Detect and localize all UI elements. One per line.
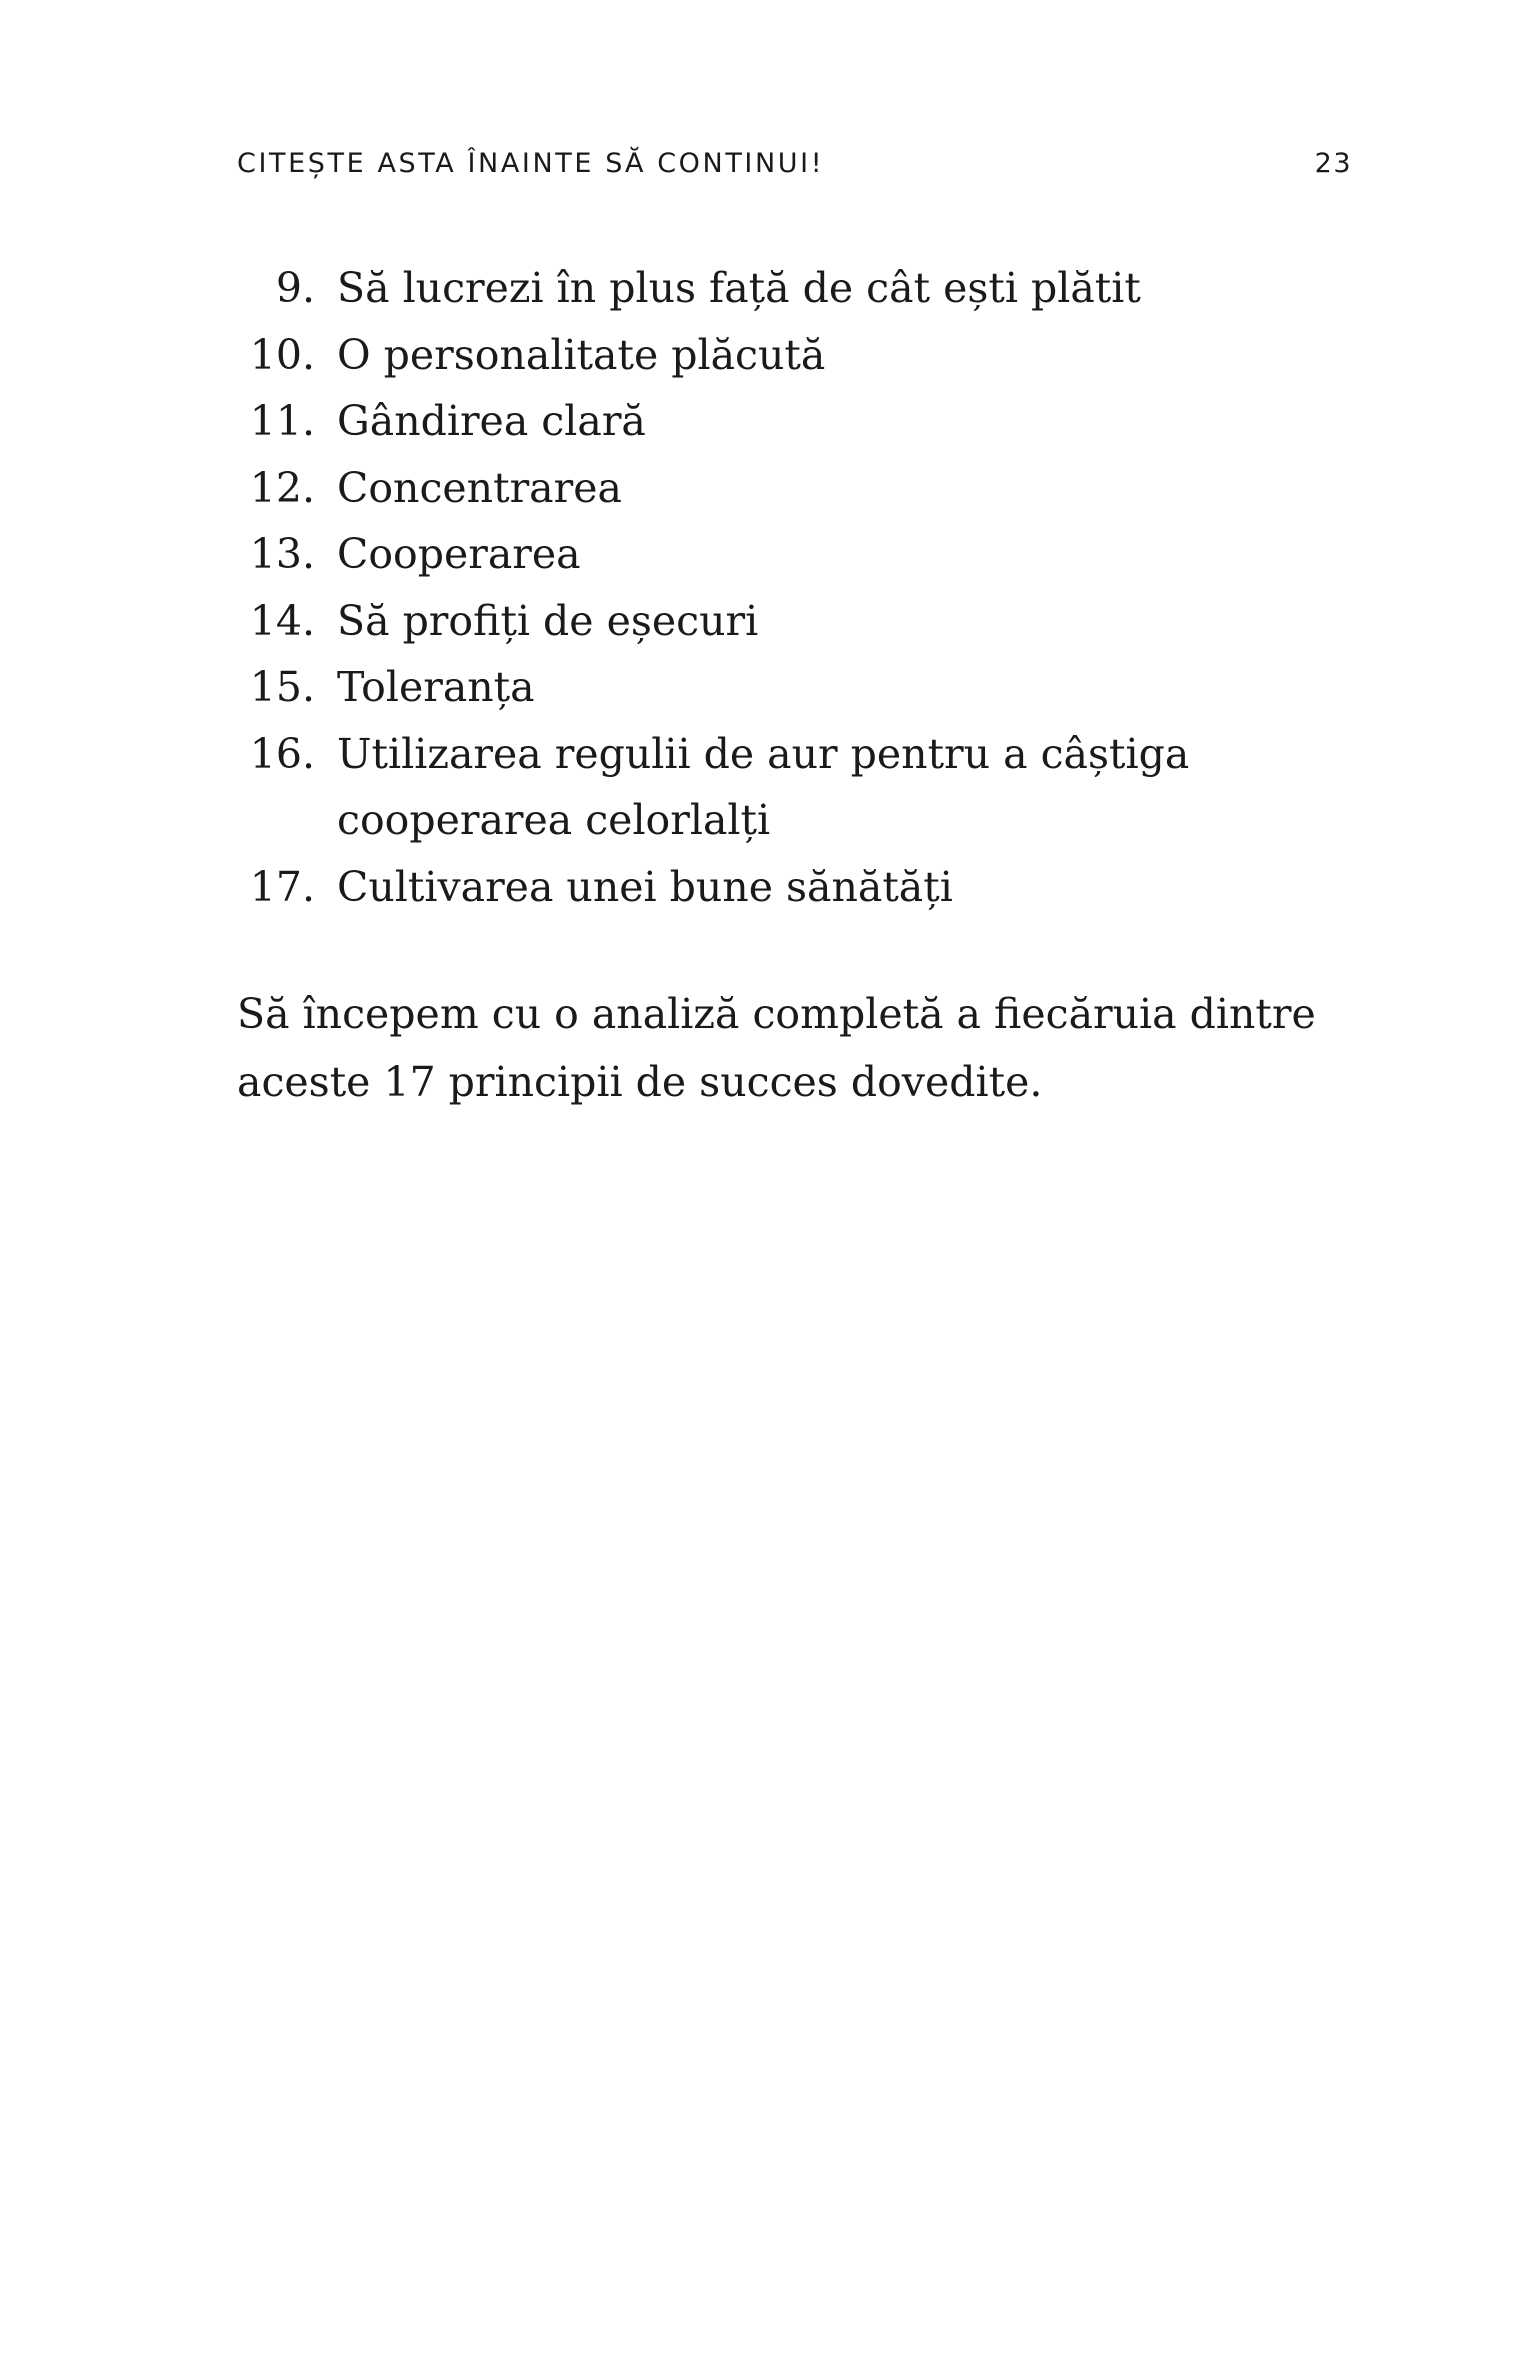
list-item-number: 10.	[249, 330, 315, 379]
list-item	[237, 255, 1352, 322]
list-item	[237, 854, 1352, 921]
list-item-number: 16.	[249, 729, 315, 778]
list-item	[237, 322, 1352, 389]
list-item-number: 11.	[249, 397, 315, 445]
list-item	[237, 521, 1352, 588]
list-item-text: O personalitate plăcută	[337, 330, 826, 379]
list-item-text: Să lucrezi în plus față de cât ești plătit	[337, 264, 1141, 312]
list-item-number: 12.	[249, 463, 315, 512]
list-item-number: 13.	[249, 530, 315, 578]
list-item-number: 17.	[249, 862, 315, 911]
list-item	[237, 455, 1352, 522]
principles-list	[237, 255, 1352, 920]
list-item-number: 14.	[249, 596, 315, 645]
list-item-number: 9.	[275, 264, 315, 312]
list-item	[237, 654, 1352, 721]
running-header	[237, 143, 1352, 183]
body-paragraph: Să începem cu o analiză completă a fiecăruia dintre aceste 17 principii de succes dovedite.	[237, 990, 1316, 1106]
list-item-text: Toleranța	[337, 663, 535, 711]
list-item-text: Să profiți de eșecuri	[337, 596, 759, 645]
list-item	[237, 388, 1352, 455]
list-item-text: Gândirea clară	[337, 397, 646, 445]
list-item-text: Cultivarea unei bune sănătăți	[337, 862, 953, 911]
list-item-text: Concentrarea	[337, 463, 622, 512]
list-item-text: Utilizarea regulii de aur pentru a câștiga cooperarea celorlalți	[337, 729, 1190, 844]
list-item-text: Cooperarea	[337, 530, 581, 578]
list-item	[237, 588, 1352, 655]
list-item	[237, 721, 1352, 854]
page-number: 23	[1314, 147, 1352, 179]
running-title: CITEȘTE ASTA ÎNAINTE SĂ CONTINUI!	[237, 147, 825, 179]
list-item-number: 15.	[249, 663, 315, 711]
